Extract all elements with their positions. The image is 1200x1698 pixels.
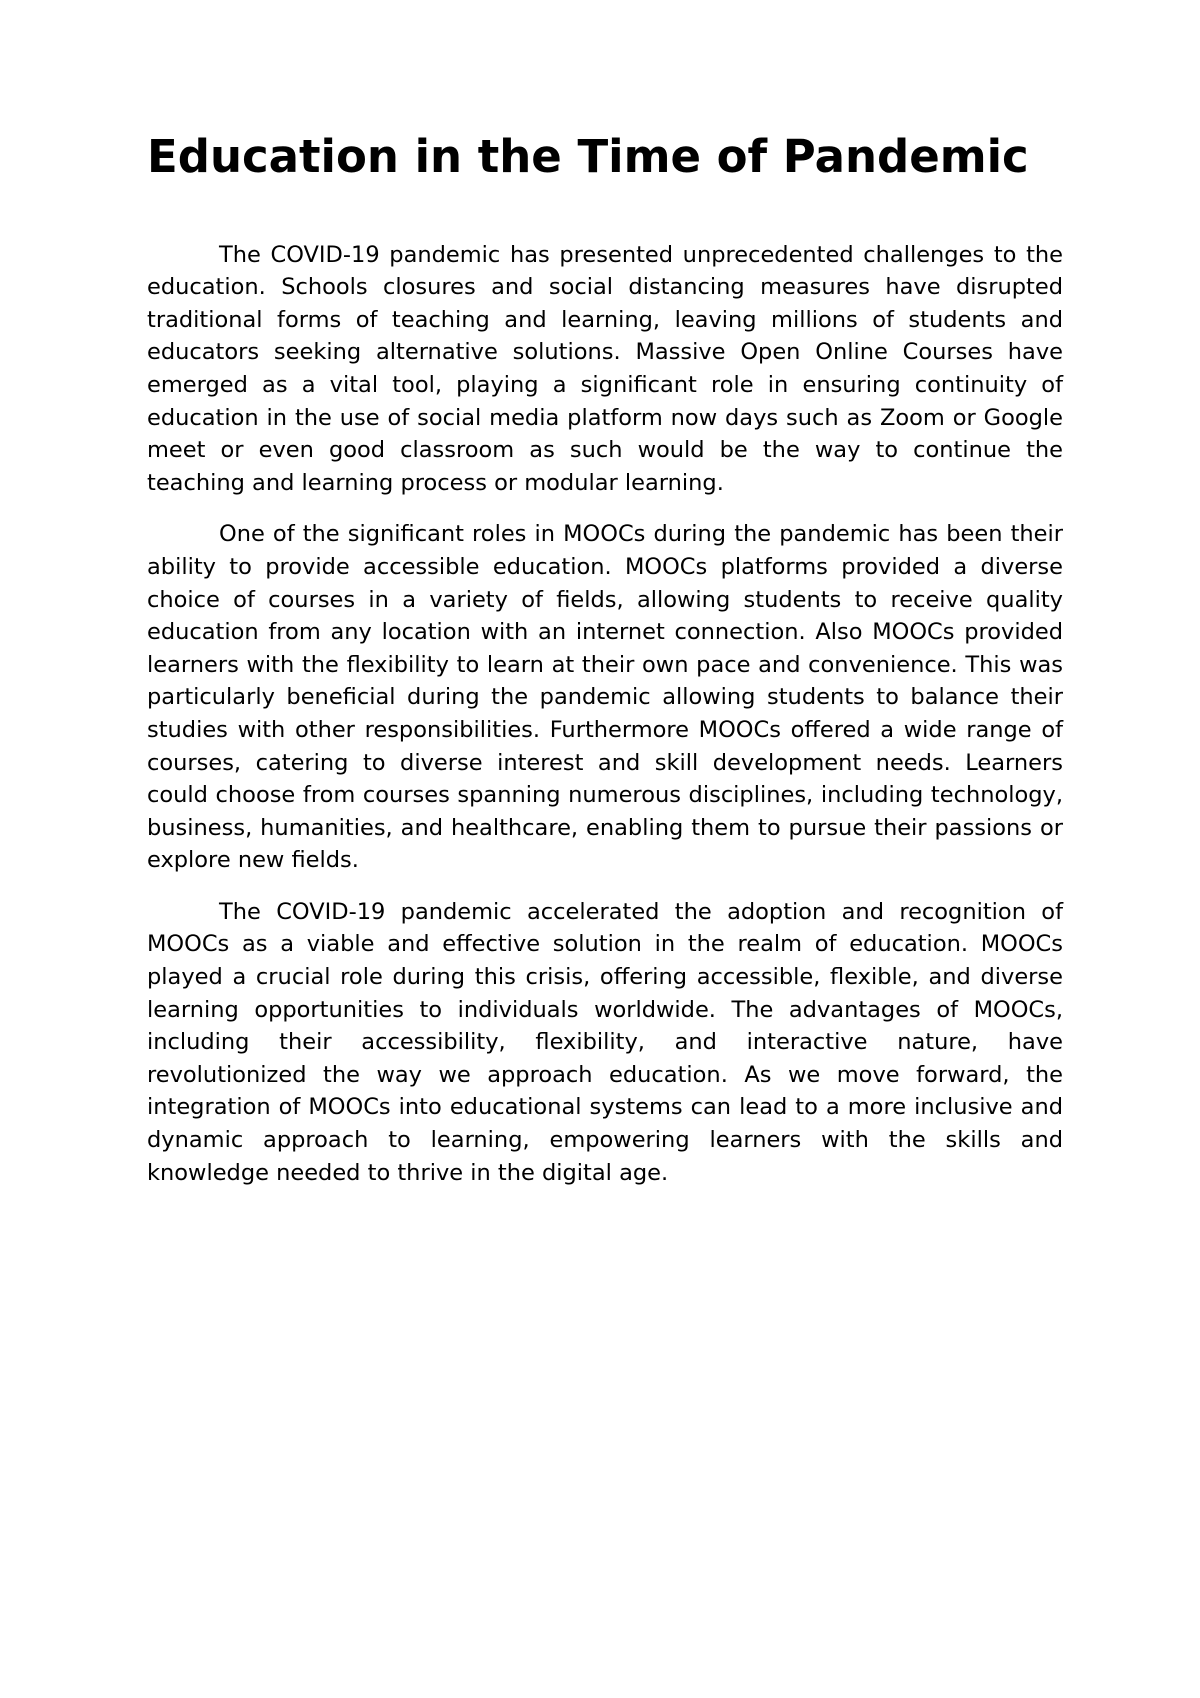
document-body <box>147 130 1063 1208</box>
paragraph-conclusion: The COVID-19 pandemic accelerated the adoption and recognition of MOOCs as a viable and effective solution in the realm of education. MOOCs played a crucial role during this crisis, offering accessible, flexible, and diverse learning opportunities to individuals worldwide. The advantages of MOOCs, including their accessibility, flexibility, and interactive nature, have revolutionized the way we approach education. As we move forward, the integration of MOOCs into educational systems can lead to a more inclusive and dynamic approach to learning, empowering learners with the skills and knowledge needed to thrive in the digital age. <box>147 898 1063 1186</box>
paragraph-intro: The COVID-19 pandemic has presented unprecedented challenges to the education. Schools closures and social distancing measures have disrupted traditional forms of teaching and learning, leaving millions of students and educators seeking alternative solutions. Massive Open Online Courses have emerged as a vital tool, playing a significant role in ensuring continuity of education in the use of social media platform now days such as Zoom or Google meet or even good classroom as such would be the way to continue the teaching and learning process or modular learning. <box>147 241 1063 496</box>
document-title: Education in the Time of Pandemic <box>147 130 1029 183</box>
title-spacer <box>147 174 1063 239</box>
paragraph-accessibility: One of the significant roles in MOOCs during the pandemic has been their ability to provide accessible education. MOOCs platforms provided a diverse choice of courses in a variety of fields, allowing students to receive quality education from any location with an internet connection. Also MOOCs provided learners with the flexibility to learn at their own pace and convenience. This was particularly beneficial during the pandemic allowing students to balance their studies with other responsibilities. Furthermore MOOCs offered a wide range of courses, catering to diverse interest and skill development needs. Learners could choose from courses spanning numerous disciplines, including technology, business, humanities, and healthcare, enabling them to pursue their passions or explore new fields. <box>147 521 1063 874</box>
